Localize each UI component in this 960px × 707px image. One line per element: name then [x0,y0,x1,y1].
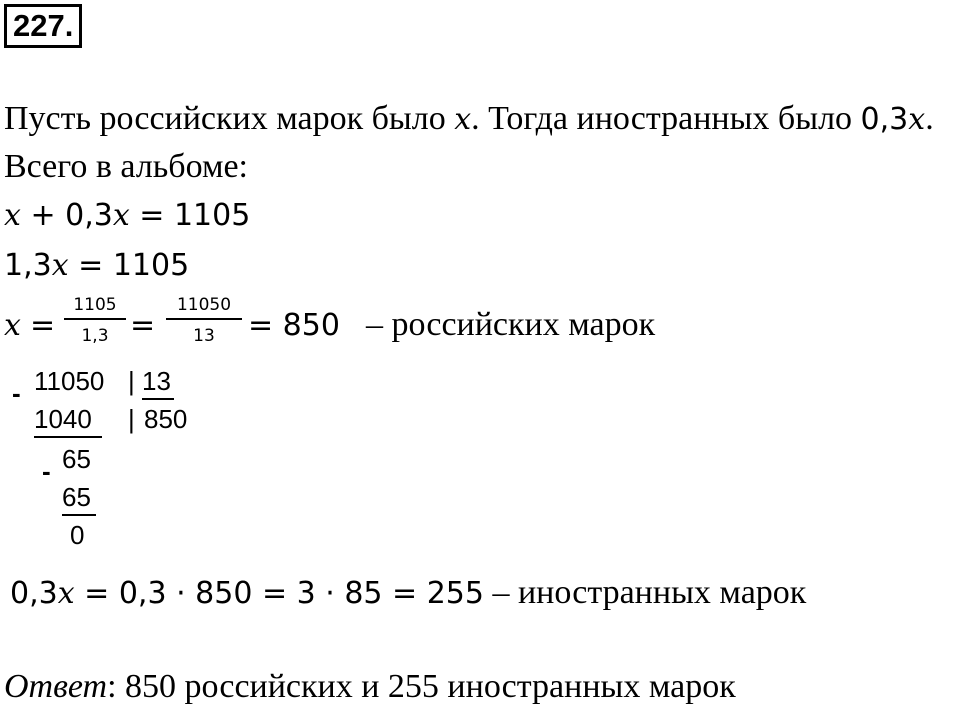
division-separator: | [128,366,135,396]
second-subtrahend-underline [62,514,96,516]
problem-number: 227. [4,4,82,48]
variable-x: x [57,576,75,611]
divisor: 13 [142,366,171,396]
fraction-2-denominator: 13 [193,326,215,346]
variable-x: x [4,198,21,233]
intro-text-3: . [925,100,934,137]
answer-line [4,668,736,706]
fraction-1 [64,295,126,346]
answer-colon: : [107,668,117,705]
fraction-2-numerator: 11050 [166,295,242,320]
equation-2 [4,248,189,283]
first-subtrahend-underline [34,436,102,438]
equation-4-part: = 0,3 · 850 = 3 · 85 = 255 [74,576,484,611]
first-remainder: 65 [62,444,91,474]
equation-3-result: = 850 [248,308,340,343]
minus-sign: - [42,456,51,486]
equation-4-coef: 0,3 [10,576,58,611]
minus-sign: - [12,378,21,408]
answer-label: Ответ [4,668,108,705]
variable-x: x [908,102,926,137]
coefficient: 0,3 [860,102,909,137]
variable-x: x [51,248,69,283]
variable-x: x [454,102,472,137]
equation-1 [4,198,250,233]
equation-4-caption: – иностранных марок [483,574,807,611]
intro-text-1: Пусть российских марок было [4,100,455,137]
equation-4 [10,574,806,612]
fraction-1-denominator: 1,3 [81,326,109,346]
quotient: 850 [144,404,188,434]
answer-text: 850 российских и 255 иностранных марок [116,668,736,705]
equals-sign: = [30,308,56,343]
variable-x: x [4,308,21,343]
first-subtrahend: 1040 [34,404,92,434]
division-separator: | [128,404,135,434]
equation-1-part: + 0,3 [20,198,113,233]
final-remainder: 0 [70,520,85,550]
equation-1-part: = 1105 [129,198,251,233]
variable-x: x [112,198,130,233]
intro-text-2: . Тогда иностранных было [471,100,861,137]
album-total-line: Всего в альбоме: [4,148,248,185]
equation-2-part: = 1105 [68,248,190,283]
fraction-2 [166,295,242,346]
intro-line [4,100,934,138]
second-subtrahend: 65 [62,482,91,512]
fraction-1-numerator: 1105 [64,295,126,320]
equation-3-caption: – российских марок [366,306,656,343]
equals-sign: = [130,308,156,343]
dividend: 11050 [34,366,105,396]
equation-2-coef: 1,3 [4,248,52,283]
divisor-underline [142,398,174,400]
